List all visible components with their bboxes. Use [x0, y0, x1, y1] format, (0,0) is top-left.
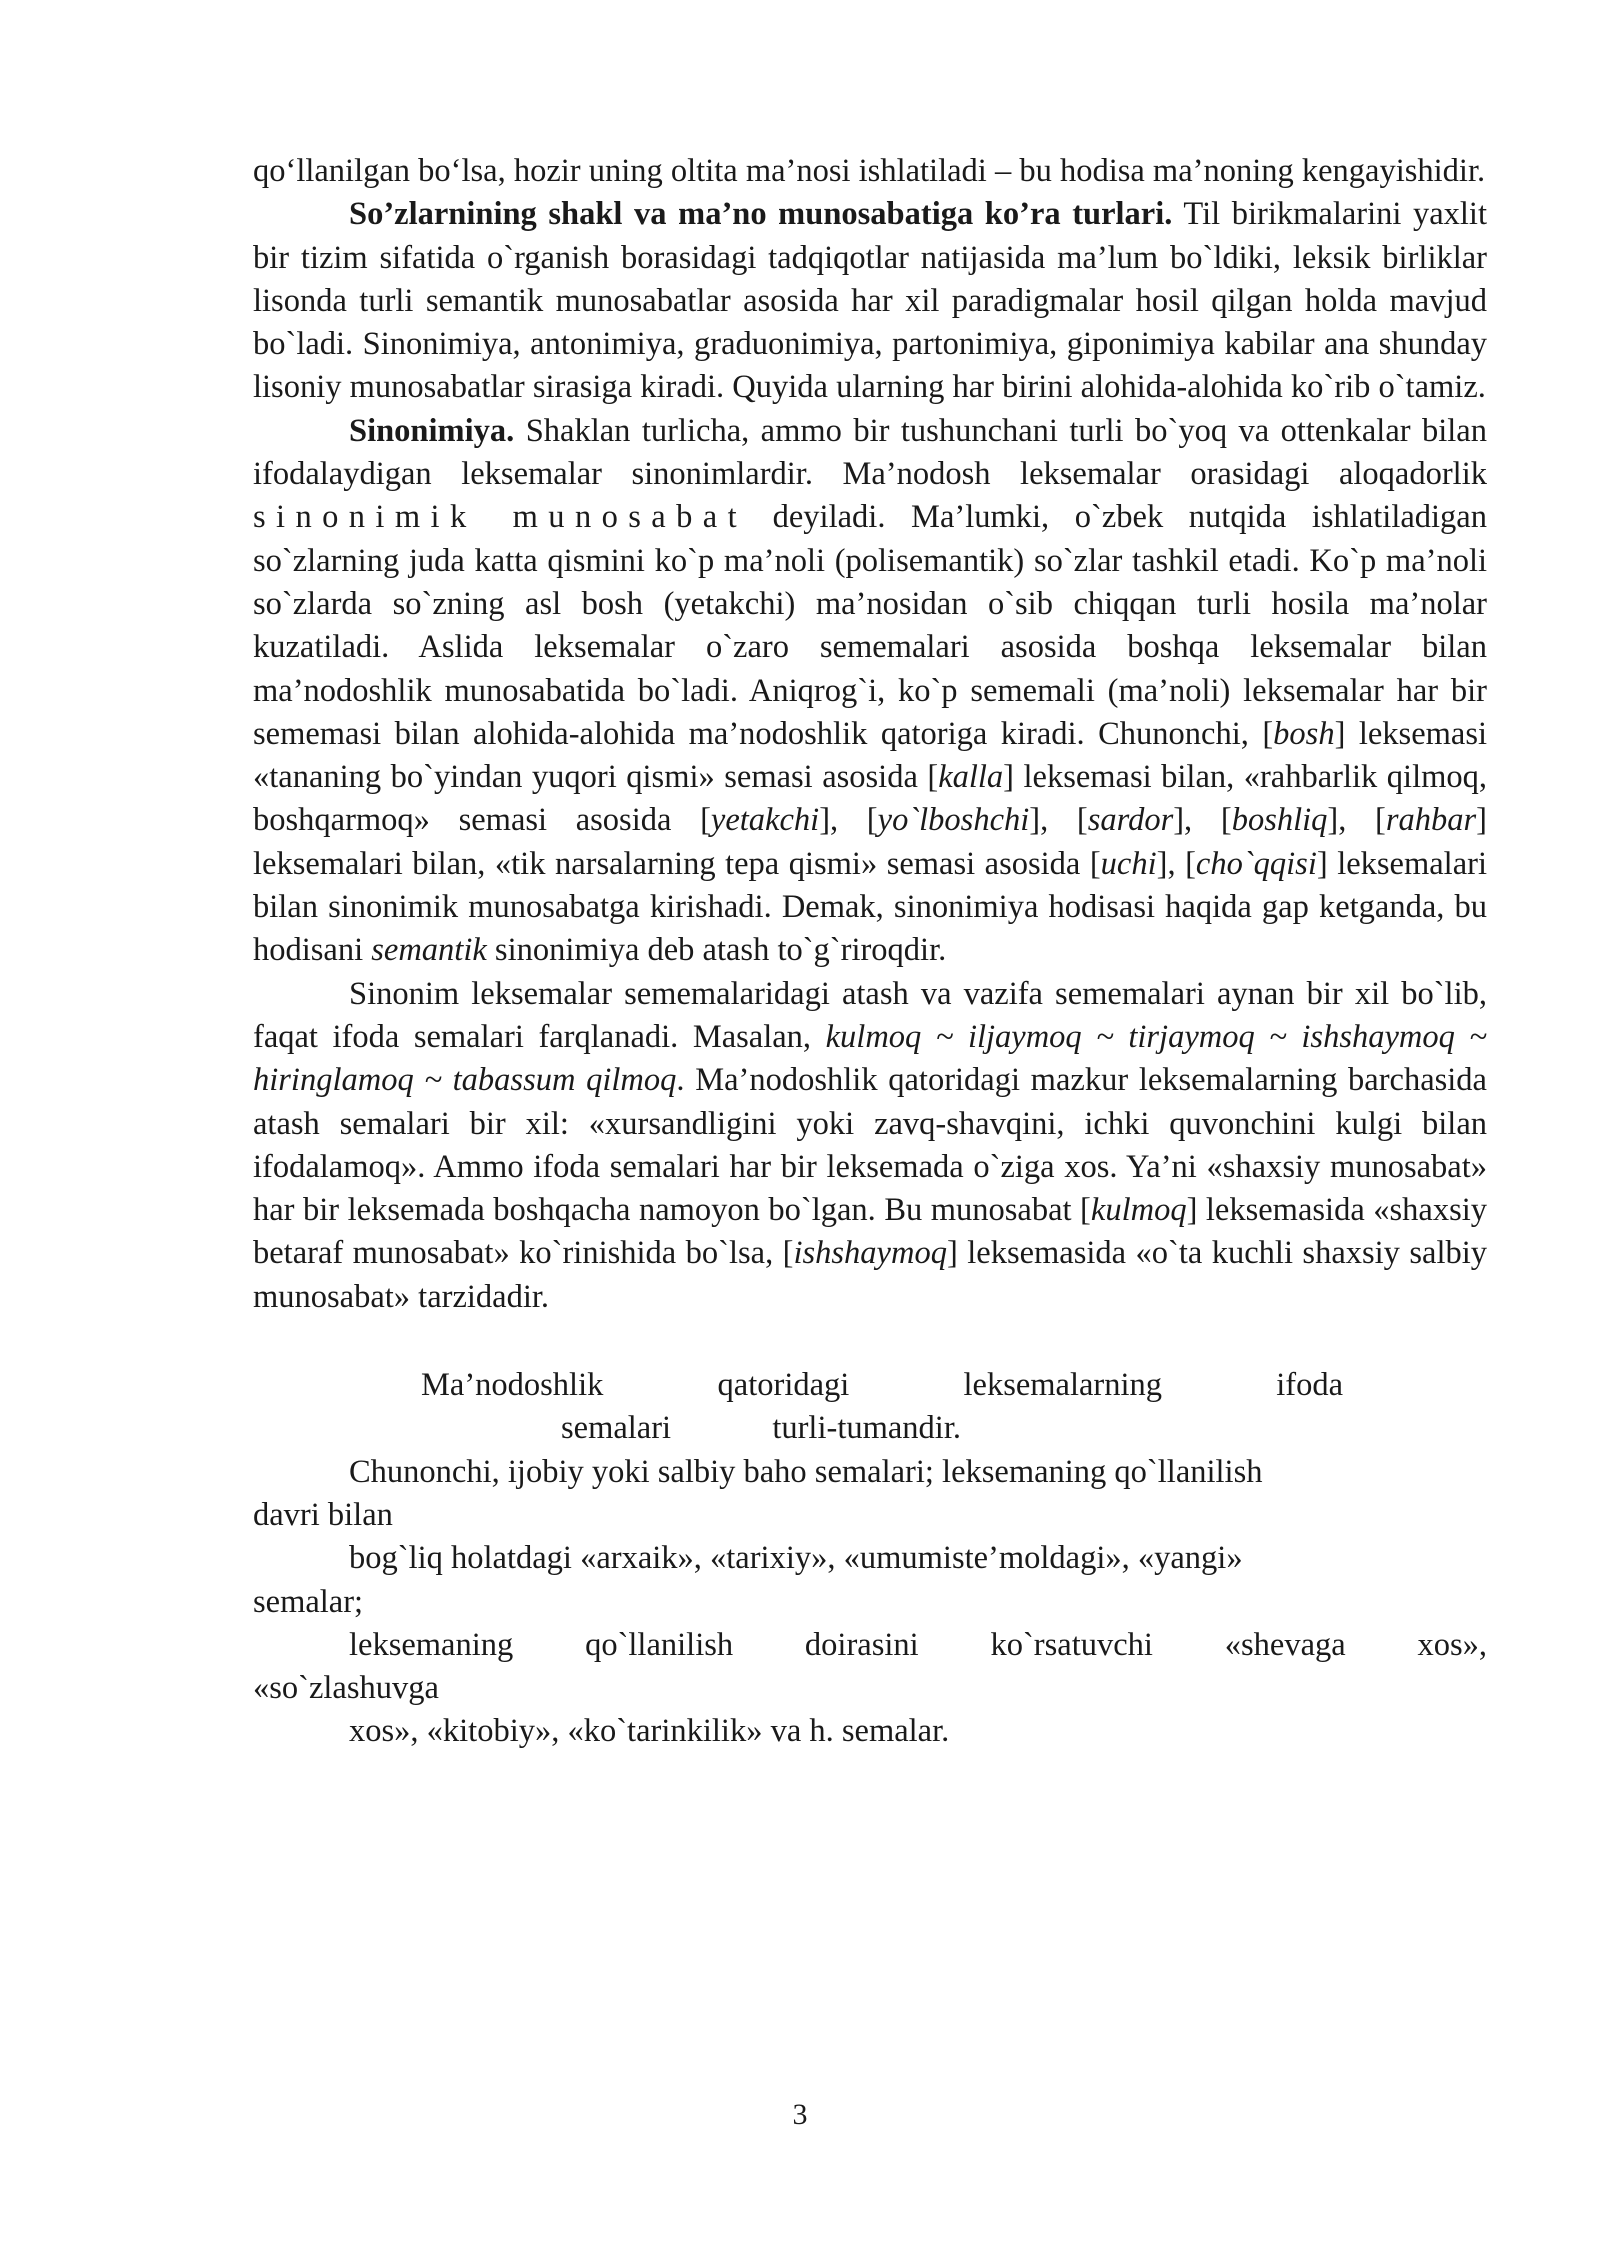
- list-line: xos», «kitobiy», «ko`tarinkilik» va h. semalar.: [349, 1713, 950, 1750]
- text-run: ] leksemasida «o`ta kuchli shaxsiy salbiy munosabat» tarzidadir.: [253, 1235, 1487, 1315]
- text-run: sinonimiya deb atash to`g`riroqdir.: [486, 932, 947, 969]
- text-run: ], [: [1029, 802, 1088, 839]
- term-semantik: semantik: [371, 932, 487, 969]
- term-kulmoq: kulmoq: [1090, 1192, 1187, 1229]
- text-run: ] leksemasi «tananing bo`yindan yuqori qismi» semasi asosida [: [253, 715, 1488, 796]
- list-line: «so`zlashuvga: [253, 1670, 439, 1707]
- paragraph-synonym-lexemes: [253, 973, 1487, 1319]
- term-ishshaymoq: ishshaymoq: [793, 1235, 947, 1272]
- text-run: ], [: [1173, 802, 1232, 839]
- section-heading-synonymy: Sinonimiya.: [349, 412, 515, 449]
- text-run: ], [: [1156, 845, 1196, 882]
- term-sardor: sardor: [1087, 802, 1174, 839]
- list-line: davri bilan: [253, 1496, 393, 1533]
- text-run: ] leksemalari bilan sinonimik munosabatga kirishadi. Demak, sinonimiya hodisasi haqida gap ketganda, bu hodisani: [253, 845, 1487, 969]
- text-run: ] leksemasida «shaxsiy betaraf munosabat» ko`rinishida bo`lsa, [: [253, 1192, 1487, 1272]
- text-run: ], [: [819, 802, 878, 839]
- paragraph-types-text: Til birikmalarini yaxlit bir tizim sifatida o`rganish borasidagi tadqiqotlar natijasida ma’lum bo`ldiki, leksik birliklar lisonda turli semantik munosabatlar asosida har xil paradigmalar hosil qilgan holda mavjud bo`ladi. Sinonimiya, antonimiya, graduonimiya, partonimiya, giponimiya kabilar ana shunday lisoniy munosabatlar sirasiga kiradi. Quyida ularning har birini alohida-alohida ko`rib o`tamiz.: [253, 196, 1487, 406]
- text-run: ], [: [1327, 802, 1386, 839]
- list-line: Chunonchi, ijobiy yoki salbiy baho semalari; leksemaning qo`llanilish: [349, 1453, 1263, 1490]
- term-bosh: bosh: [1273, 715, 1335, 752]
- term-kalla: kalla: [938, 759, 1004, 796]
- term-uchi: uchi: [1100, 845, 1157, 882]
- term-examples: kulmoq ~ iljaymoq ~ tirjaymoq ~ ishshaymoq ~ hiringlamoq ~ tabassum qilmoq: [253, 1018, 1487, 1099]
- paragraph-intro: [253, 150, 1487, 193]
- spaced-term: sinonimik munosabat: [253, 499, 748, 536]
- document-page: [253, 150, 1487, 1754]
- term-yetakchi: yetakchi: [710, 802, 820, 839]
- text-run: . Ma’nodoshlik qatoridagi mazkur leksemalarning barchasida atash semalari bir xil: «xursandligini yoki zavq-shavqini, ichki quvonchini kulgi bilan ifodalamoq». Ammo ifoda semalari har bir leksemada o`ziga xos. Ya’ni «shaxsiy munosabat» har bir leksemada boshqacha namoyon bo`lgan. Bu munosabat [: [253, 1062, 1487, 1229]
- list-line: leksemaning qo`llanilish doirasini ko`rsatuvchi «shevaga xos»,: [349, 1626, 1487, 1663]
- centered-heading-line1: Ma’nodoshlik qatoridagi leksemalarning ifoda: [421, 1367, 1343, 1404]
- list-line: bog`liq holatdagi «arxaik», «tarixiy», «umumiste’moldagi», «yangi»: [349, 1540, 1243, 1577]
- text-run: deyiladi. Ma’lumki, o`zbek nutqida ishlatiladigan so`zlarning juda katta qismini ko`p ma’noli (polisemantik) so`zlar tashkil etadi. Ko`p ma’noli so`zlarda so`zning asl bosh (yetakchi) ma’nosidan o`sib chiqqan turli hosila ma’nolar kuzatiladi. Aslida leksemalar o`zaro sememalari asosida boshqa leksemalar bilan ma’nodoshlik munosabatida bo`ladi. Aniqrog`i, ko`p sememali (ma’noli) leksemalar har bir sememasi bilan alohida-alohida ma’nodoshlik qatoriga kiradi. Chunonchi, [: [253, 499, 1487, 752]
- semes-list: [253, 1451, 1487, 1754]
- paragraph-intro-text: qo‘llanilgan bo‘lsa, hozir uning oltita ma’nosi ishlatiladi – bu hodisa ma’noning kengayishidir.: [253, 153, 1486, 189]
- term-rahbar: rahbar: [1385, 802, 1477, 839]
- paragraph-types: [253, 193, 1487, 409]
- text-run: ] leksemasi bilan, «rahbarlik qilmoq, boshqarmoq» semasi asosida [: [253, 759, 1487, 839]
- page-number: 3: [792, 2098, 808, 2131]
- term-choqqisi: cho`qqisi: [1195, 845, 1317, 882]
- text-run: Sinonim leksemalar sememalaridagi atash va vazifa sememalari aynan bir xil bo`lib, faqat ifoda semalari farqlanadi. Masalan,: [253, 975, 1487, 1055]
- term-boshliq: boshliq: [1231, 802, 1328, 839]
- section-heading-types: So’zlarnining shakl va ma’no munosabatiga ko’ra turlari.: [349, 196, 1173, 233]
- list-line: semalar;: [253, 1583, 364, 1620]
- centered-heading-line2: semalari turli-tumandir.: [561, 1410, 961, 1447]
- text-run: ] leksemalari bilan, «tik narsalarning tepa qismi» semasi asosida [: [253, 802, 1487, 882]
- term-yolboshchi: yo`lboshchi: [877, 802, 1030, 839]
- text-run: Shaklan turlicha, ammo bir tushunchani turli bo`yoq va ottenkalar bilan ifodalaydigan leksemalar sinonimlardir. Ma’nodosh leksemalar orasidagi aloqadorlik: [253, 412, 1487, 493]
- paragraph-synonymy: [253, 410, 1487, 973]
